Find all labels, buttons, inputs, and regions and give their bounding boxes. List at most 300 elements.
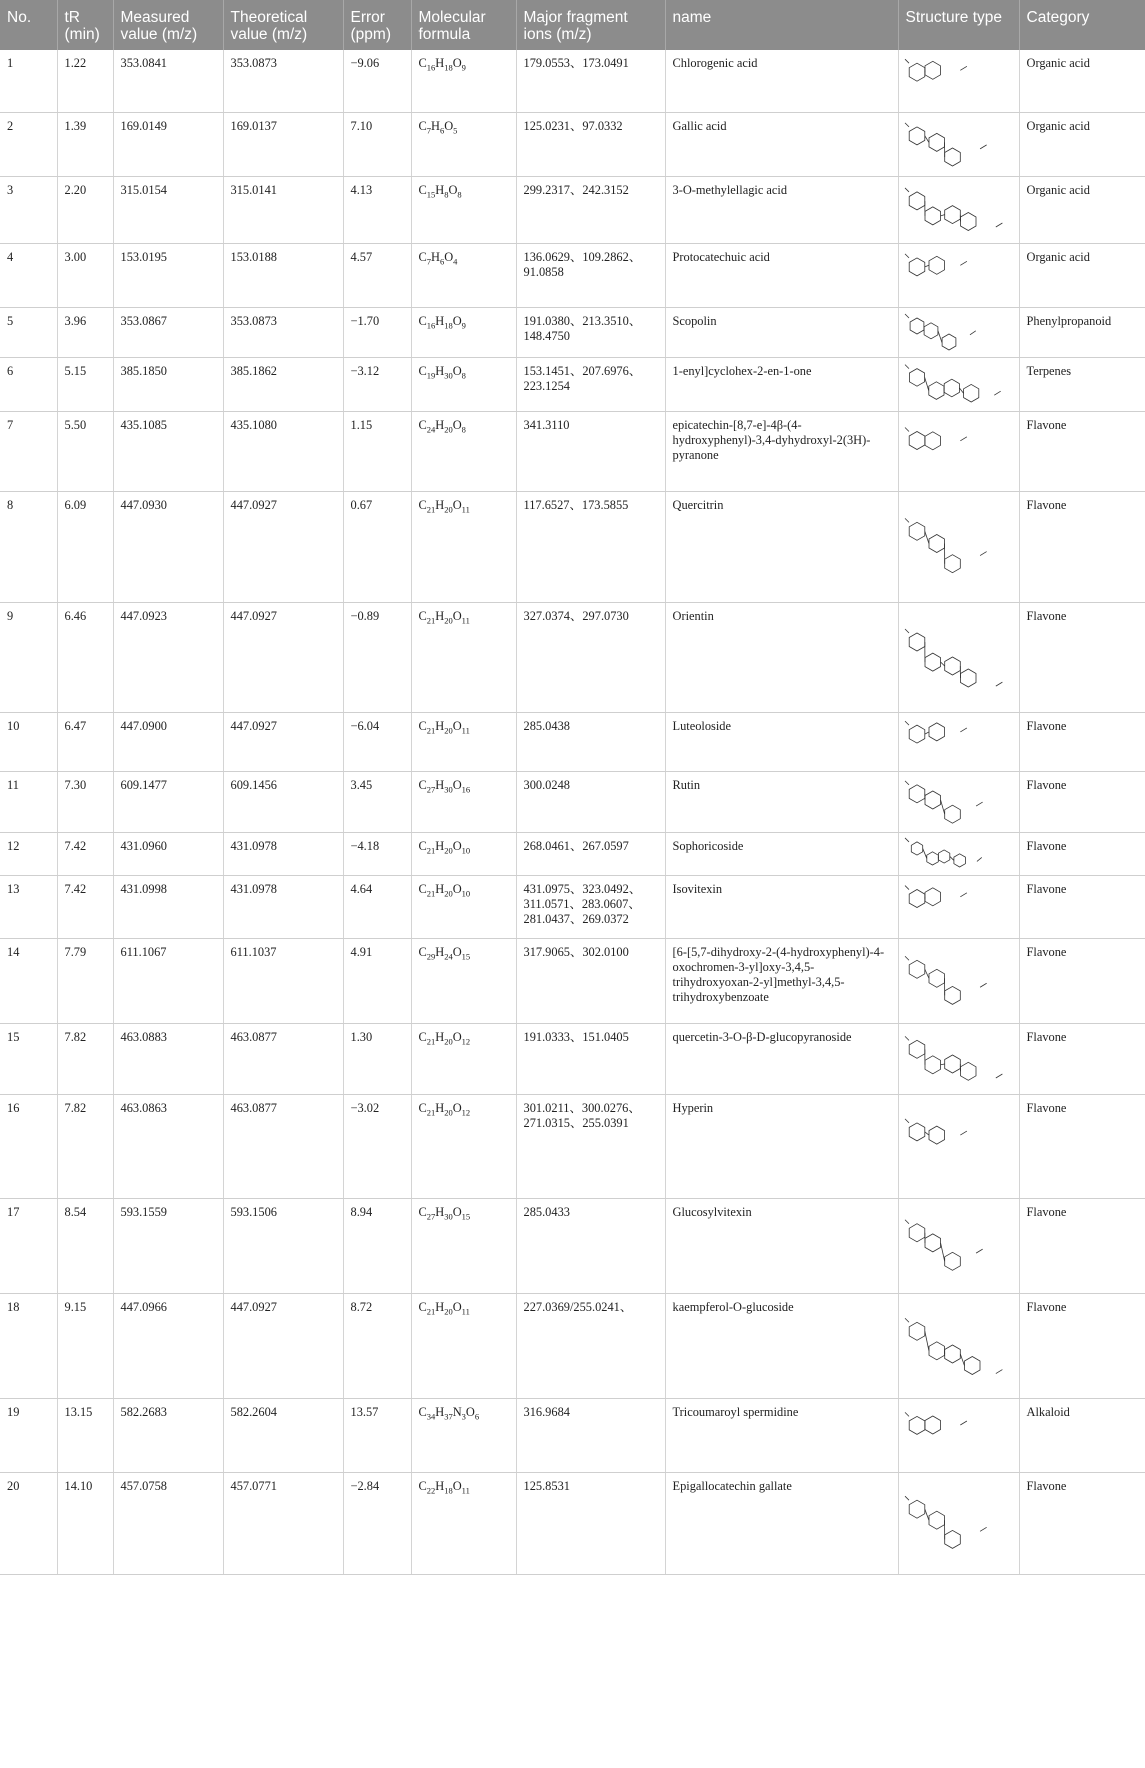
formula-subscript: 19 <box>426 369 436 380</box>
theoretical-value-cell: 315.0141 <box>223 176 343 243</box>
no-cell: 4 <box>0 243 57 307</box>
no-cell: 5 <box>0 307 57 357</box>
no-cell: 13 <box>0 875 57 938</box>
formula-element: N <box>452 1404 462 1419</box>
formula-cell <box>411 411 516 491</box>
fragment-ions-cell: 125.0231、97.0332 <box>516 112 665 176</box>
chlorogenic-acid-structure-icon <box>903 54 1015 106</box>
formula-subscript: 20 <box>444 724 453 735</box>
formula-element: C <box>418 718 427 733</box>
compound-name-cell: Rutin <box>665 771 898 832</box>
error-cell: 0.67 <box>343 491 411 602</box>
no-cell: 1 <box>0 50 57 112</box>
compound-name-cell: 3-O-methylellagic acid <box>665 176 898 243</box>
measured-value-cell: 593.1559 <box>113 1198 223 1293</box>
tr-cell: 3.00 <box>57 243 113 307</box>
tr-cell: 9.15 <box>57 1293 113 1398</box>
measured-value-cell: 447.0923 <box>113 602 223 712</box>
formula-subscript: 20 <box>444 844 453 855</box>
theoretical-value-cell: 447.0927 <box>223 1293 343 1398</box>
compound-name-cell: Gallic acid <box>665 112 898 176</box>
fragment-ions-cell: 227.0369/255.0241、 <box>516 1293 665 1398</box>
compound-name-cell: Tricoumaroyl spermidine <box>665 1398 898 1472</box>
formula-cell <box>411 50 516 112</box>
structure-type-cell <box>898 112 1019 176</box>
error-cell: −6.04 <box>343 712 411 771</box>
formula-element: C <box>418 1100 427 1115</box>
category-cell: Flavone <box>1019 938 1145 1023</box>
formula-element: C <box>418 363 427 378</box>
category-cell: Organic acid <box>1019 50 1145 112</box>
table-row <box>0 602 1145 712</box>
structure-type-cell <box>898 832 1019 875</box>
table-row <box>0 832 1145 875</box>
no-cell: 9 <box>0 602 57 712</box>
structure-type-cell <box>898 50 1019 112</box>
formula-element: H <box>435 1029 445 1044</box>
formula-subscript: 15 <box>461 1210 471 1221</box>
egcg-structure-icon <box>903 1477 1015 1569</box>
theoretical-value-cell: 463.0877 <box>223 1094 343 1198</box>
compound-name-cell: kaempferol-O-glucoside <box>665 1293 898 1398</box>
table-row <box>0 1023 1145 1094</box>
formula-element: C <box>418 118 427 133</box>
compound-name-cell: epicatechin-[8,7-e]-4β-(4-hydroxyphenyl)-3,4-dyhydroxyl-2(3H)-pyranone <box>665 411 898 491</box>
formula-subscript: 18 <box>444 319 453 330</box>
formula-subscript: 3 <box>461 1410 466 1421</box>
fragment-ions-cell: 300.0248 <box>516 771 665 832</box>
fragment-ions-cell: 317.9065、302.0100 <box>516 938 665 1023</box>
error-cell: −2.84 <box>343 1472 411 1574</box>
theoretical-value-cell: 431.0978 <box>223 832 343 875</box>
tr-cell: 6.46 <box>57 602 113 712</box>
formula-subscript: 16 <box>426 62 436 73</box>
formula-element: O <box>452 363 462 378</box>
formula-subscript: 11 <box>461 614 470 625</box>
fragment-ions-cell: 125.8531 <box>516 1472 665 1574</box>
formula-cell <box>411 875 516 938</box>
table-row <box>0 712 1145 771</box>
theoretical-value-cell: 457.0771 <box>223 1472 343 1574</box>
measured-value-cell: 435.1085 <box>113 411 223 491</box>
formula-element: C <box>418 881 427 896</box>
formula-element: O <box>452 777 462 792</box>
formula-subscript: 30 <box>444 1210 453 1221</box>
tr-cell: 7.42 <box>57 875 113 938</box>
formula-element: O <box>452 608 462 623</box>
formula-element: C <box>418 838 427 853</box>
formula-element: H <box>435 417 445 432</box>
table-row <box>0 1293 1145 1398</box>
formula-subscript: 20 <box>444 1106 453 1117</box>
tr-cell: 13.15 <box>57 1398 113 1472</box>
category-cell: Flavone <box>1019 1094 1145 1198</box>
formula-subscript: 20 <box>444 1305 453 1316</box>
no-cell: 16 <box>0 1094 57 1198</box>
formula-element: C <box>418 1404 427 1419</box>
formula-subscript: 4 <box>453 255 458 266</box>
formula-element: O <box>452 944 462 959</box>
theoretical-value-cell: 153.0188 <box>223 243 343 307</box>
formula-subscript: 20 <box>444 503 453 514</box>
luteoloside-structure-icon <box>903 717 1015 766</box>
no-cell: 8 <box>0 491 57 602</box>
theoretical-value-cell: 435.1080 <box>223 411 343 491</box>
formula-element: H <box>435 944 445 959</box>
cyclohexenone-structure-icon <box>903 362 1015 406</box>
no-cell: 2 <box>0 112 57 176</box>
table-header-row <box>0 0 1145 50</box>
formula-subscript: 7 <box>426 255 432 266</box>
tr-cell: 14.10 <box>57 1472 113 1574</box>
formula-subscript: 34 <box>426 1410 436 1421</box>
formula-subscript: 8 <box>461 423 466 434</box>
formula-subscript: 18 <box>444 1484 453 1495</box>
formula-cell <box>411 176 516 243</box>
formula-cell <box>411 938 516 1023</box>
formula-element: O <box>452 838 462 853</box>
error-cell: −0.89 <box>343 602 411 712</box>
table-row <box>0 491 1145 602</box>
formula-element: O <box>444 118 454 133</box>
error-cell: 3.45 <box>343 771 411 832</box>
measured-value-cell: 609.1477 <box>113 771 223 832</box>
formula-subscript: 16 <box>426 319 436 330</box>
error-cell: 4.91 <box>343 938 411 1023</box>
formula-subscript: 21 <box>426 724 436 735</box>
formula-element: C <box>418 1204 427 1219</box>
compound-name-cell: Scopolin <box>665 307 898 357</box>
formula-subscript: 24 <box>426 423 436 434</box>
formula-element: H <box>435 608 445 623</box>
column-header-theoretical: Theoretical value (m/z) <box>223 0 343 50</box>
table-row <box>0 1472 1145 1574</box>
fragment-ions-cell: 431.0975、323.0492、311.0571、283.0607、281.0437、269.0372 <box>516 875 665 938</box>
category-cell: Organic acid <box>1019 243 1145 307</box>
category-cell: Flavone <box>1019 771 1145 832</box>
formula-element: H <box>435 497 445 512</box>
formula-element: H <box>435 313 445 328</box>
theoretical-value-cell: 463.0877 <box>223 1023 343 1094</box>
theoretical-value-cell: 593.1506 <box>223 1198 343 1293</box>
table-row <box>0 411 1145 491</box>
tr-cell: 7.42 <box>57 832 113 875</box>
no-cell: 15 <box>0 1023 57 1094</box>
table-body <box>0 50 1145 1574</box>
formula-subscript: 20 <box>444 1035 453 1046</box>
formula-element: C <box>418 608 427 623</box>
table-row <box>0 307 1145 357</box>
formula-element: H <box>435 182 445 197</box>
table-row <box>0 1398 1145 1472</box>
table-row <box>0 357 1145 411</box>
formula-element: H <box>435 56 445 70</box>
compound-name-cell: Hyperin <box>665 1094 898 1198</box>
formula-subscript: 6 <box>439 255 445 266</box>
table-row <box>0 875 1145 938</box>
formula-subscript: 21 <box>426 503 436 514</box>
category-cell: Flavone <box>1019 1198 1145 1293</box>
formula-cell <box>411 307 516 357</box>
formula-element: O <box>448 182 458 197</box>
formula-element: C <box>418 944 427 959</box>
error-cell: −9.06 <box>343 50 411 112</box>
formula-subscript: 30 <box>444 369 453 380</box>
no-cell: 17 <box>0 1198 57 1293</box>
measured-value-cell: 169.0149 <box>113 112 223 176</box>
formula-subscript: 6 <box>439 124 445 135</box>
measured-value-cell: 385.1850 <box>113 357 223 411</box>
sophoricoside-structure-icon <box>903 837 1015 870</box>
structure-type-cell <box>898 411 1019 491</box>
fragment-ions-cell: 179.0553、173.0491 <box>516 50 665 112</box>
no-cell: 12 <box>0 832 57 875</box>
formula-subscript: 10 <box>461 887 471 898</box>
category-cell: Organic acid <box>1019 112 1145 176</box>
formula-element: H <box>435 881 445 896</box>
tr-cell: 6.47 <box>57 712 113 771</box>
table-row <box>0 176 1145 243</box>
formula-subscript: 21 <box>426 844 436 855</box>
formula-element: H <box>435 1404 445 1419</box>
formula-element: H <box>435 1204 445 1219</box>
fragment-ions-cell: 191.0333、151.0405 <box>516 1023 665 1094</box>
error-cell: 4.13 <box>343 176 411 243</box>
formula-subscript: 20 <box>444 614 453 625</box>
glucosylvitexin-structure-icon <box>903 1203 1015 1288</box>
measured-value-cell: 447.0930 <box>113 491 223 602</box>
no-cell: 6 <box>0 357 57 411</box>
error-cell: 13.57 <box>343 1398 411 1472</box>
fragment-ions-cell: 341.3110 <box>516 411 665 491</box>
formula-element: C <box>418 1029 427 1044</box>
protocatechuic-acid-structure-icon <box>903 248 1015 302</box>
formula-subscript: 12 <box>461 1106 471 1117</box>
table-row <box>0 50 1145 112</box>
formula-subscript: 18 <box>444 62 453 73</box>
error-cell: 8.94 <box>343 1198 411 1293</box>
structure-type-cell <box>898 875 1019 938</box>
measured-value-cell: 582.2683 <box>113 1398 223 1472</box>
tr-cell: 7.82 <box>57 1023 113 1094</box>
formula-element: C <box>418 777 427 792</box>
tr-cell: 5.15 <box>57 357 113 411</box>
compound-name-cell: Luteoloside <box>665 712 898 771</box>
tr-cell: 1.22 <box>57 50 113 112</box>
column-header-fragments: Major fragment ions (m/z) <box>516 0 665 50</box>
fragment-ions-cell: 136.0629、109.2862、91.0858 <box>516 243 665 307</box>
formula-cell <box>411 1094 516 1198</box>
column-header-tr: tR (min) <box>57 0 113 50</box>
theoretical-value-cell: 385.1862 <box>223 357 343 411</box>
structure-type-cell <box>898 1094 1019 1198</box>
error-cell: 7.10 <box>343 112 411 176</box>
fragment-ions-cell: 316.9684 <box>516 1398 665 1472</box>
formula-element: O <box>452 313 462 328</box>
tr-cell: 7.30 <box>57 771 113 832</box>
isovitexin-structure-icon <box>903 880 1015 933</box>
error-cell: −1.70 <box>343 307 411 357</box>
compound-name-cell: [6-[5,7-dihydroxy-2-(4-hydroxyphenyl)-4-oxochromen-3-yl]oxy-3,4,5-trihydroxyoxan-2-yl]methyl-3,4,5-trihydroxybenzoate <box>665 938 898 1023</box>
column-header-no: No. <box>0 0 57 50</box>
formula-element: H <box>435 777 445 792</box>
no-cell: 18 <box>0 1293 57 1398</box>
table-row <box>0 1094 1145 1198</box>
compound-name-cell: 1-enyl]cyclohex-2-en-1-one <box>665 357 898 411</box>
table-row <box>0 771 1145 832</box>
table-row <box>0 938 1145 1023</box>
formula-subscript: 21 <box>426 1106 436 1117</box>
error-cell: −4.18 <box>343 832 411 875</box>
tr-cell: 7.79 <box>57 938 113 1023</box>
measured-value-cell: 353.0841 <box>113 50 223 112</box>
formula-subscript: 7 <box>426 124 432 135</box>
tr-cell: 5.50 <box>57 411 113 491</box>
measured-value-cell: 353.0867 <box>113 307 223 357</box>
fragment-ions-cell: 301.0211、300.0276、271.0315、255.0391 <box>516 1094 665 1198</box>
formula-cell <box>411 1293 516 1398</box>
table-row <box>0 112 1145 176</box>
measured-value-cell: 431.0998 <box>113 875 223 938</box>
theoretical-value-cell: 447.0927 <box>223 491 343 602</box>
formula-element: C <box>418 249 427 264</box>
formula-element: C <box>418 1478 427 1493</box>
error-cell: 4.64 <box>343 875 411 938</box>
formula-element: H <box>435 1299 445 1314</box>
formula-element: O <box>452 56 462 70</box>
formula-subscript: 29 <box>426 950 436 961</box>
hyperin-structure-icon <box>903 1099 1015 1193</box>
fragment-ions-cell: 285.0433 <box>516 1198 665 1293</box>
column-header-measured: Measured value (m/z) <box>113 0 223 50</box>
formula-cell <box>411 712 516 771</box>
category-cell: Flavone <box>1019 832 1145 875</box>
structure-type-cell <box>898 357 1019 411</box>
structure-type-cell <box>898 1023 1019 1094</box>
measured-value-cell: 315.0154 <box>113 176 223 243</box>
column-header-structure: Structure type <box>898 0 1019 50</box>
measured-value-cell: 447.0966 <box>113 1293 223 1398</box>
formula-subscript: 27 <box>426 783 436 794</box>
formula-subscript: 37 <box>444 1410 453 1421</box>
formula-subscript: 21 <box>426 1305 436 1316</box>
fragment-ions-cell: 268.0461、267.0597 <box>516 832 665 875</box>
tr-cell: 1.39 <box>57 112 113 176</box>
tr-cell: 8.54 <box>57 1198 113 1293</box>
no-cell: 19 <box>0 1398 57 1472</box>
quercitrin-structure-icon <box>903 496 1015 597</box>
formula-cell <box>411 1198 516 1293</box>
theoretical-value-cell: 431.0978 <box>223 875 343 938</box>
formula-cell <box>411 357 516 411</box>
compound-name-cell: Epigallocatechin gallate <box>665 1472 898 1574</box>
compound-name-cell: Orientin <box>665 602 898 712</box>
category-cell: Organic acid <box>1019 176 1145 243</box>
table-row <box>0 243 1145 307</box>
formula-subscript: 24 <box>444 950 453 961</box>
quercetin-glucoside-structure-icon <box>903 1028 1015 1089</box>
formula-element: C <box>418 313 427 328</box>
formula-subscript: 20 <box>444 887 453 898</box>
formula-element: O <box>452 881 462 896</box>
structure-type-cell <box>898 1293 1019 1398</box>
formula-subscript: 21 <box>426 614 436 625</box>
column-header-error: Error (ppm) <box>343 0 411 50</box>
theoretical-value-cell: 447.0927 <box>223 712 343 771</box>
category-cell: Flavone <box>1019 1293 1145 1398</box>
structure-type-cell <box>898 602 1019 712</box>
fragment-ions-cell: 191.0380、213.3510、148.4750 <box>516 307 665 357</box>
formula-subscript: 11 <box>461 724 470 735</box>
measured-value-cell: 457.0758 <box>113 1472 223 1574</box>
formula-element: H <box>431 118 440 133</box>
error-cell: 1.15 <box>343 411 411 491</box>
formula-element: H <box>435 838 445 853</box>
compound-name-cell: quercetin-3-O-β-D-glucopyranoside <box>665 1023 898 1094</box>
error-cell: −3.02 <box>343 1094 411 1198</box>
error-cell: −3.12 <box>343 357 411 411</box>
formula-element: O <box>444 249 454 264</box>
structure-type-cell <box>898 307 1019 357</box>
formula-cell <box>411 602 516 712</box>
formula-cell <box>411 771 516 832</box>
formula-subscript: 21 <box>426 1035 436 1046</box>
compound-name-cell: Protocatechuic acid <box>665 243 898 307</box>
structure-type-cell <box>898 243 1019 307</box>
formula-subscript: 30 <box>444 783 453 794</box>
formula-element: C <box>418 417 427 432</box>
measured-value-cell: 153.0195 <box>113 243 223 307</box>
formula-subscript: 5 <box>453 124 458 135</box>
category-cell: Alkaloid <box>1019 1398 1145 1472</box>
theoretical-value-cell: 353.0873 <box>223 307 343 357</box>
tricoumaroyl-spermidine-structure-icon <box>903 1403 1015 1467</box>
formula-subscript: 22 <box>426 1484 436 1495</box>
column-header-category: Category <box>1019 0 1145 50</box>
galloyl-kaempferol-glycoside-structure-icon <box>903 943 1015 1018</box>
formula-subscript: 27 <box>426 1210 436 1221</box>
formula-element: H <box>435 1100 445 1115</box>
no-cell: 3 <box>0 176 57 243</box>
formula-cell <box>411 1472 516 1574</box>
kaempferol-glucoside-structure-icon <box>903 1298 1015 1393</box>
tr-cell: 6.09 <box>57 491 113 602</box>
error-cell: 1.30 <box>343 1023 411 1094</box>
structure-type-cell <box>898 1198 1019 1293</box>
formula-subscript: 8 <box>461 369 466 380</box>
formula-element: C <box>418 182 427 197</box>
fragment-ions-cell: 327.0374、297.0730 <box>516 602 665 712</box>
formula-element: O <box>452 1478 462 1493</box>
formula-subscript: 6 <box>474 1410 480 1421</box>
category-cell: Phenylpropanoid <box>1019 307 1145 357</box>
error-cell: 8.72 <box>343 1293 411 1398</box>
formula-subscript: 9 <box>461 319 466 330</box>
tr-cell: 2.20 <box>57 176 113 243</box>
formula-element: O <box>452 1299 462 1314</box>
formula-element: O <box>465 1404 475 1419</box>
formula-element: C <box>418 497 427 512</box>
formula-element: H <box>431 249 440 264</box>
formula-subscript: 11 <box>461 1305 470 1316</box>
fragment-ions-cell: 117.6527、173.5855 <box>516 491 665 602</box>
measured-value-cell: 431.0960 <box>113 832 223 875</box>
no-cell: 11 <box>0 771 57 832</box>
fragment-ions-cell: 153.1451、207.6976、223.1254 <box>516 357 665 411</box>
formula-subscript: 8 <box>457 188 462 199</box>
formula-element: H <box>435 1478 445 1493</box>
category-cell: Flavone <box>1019 875 1145 938</box>
